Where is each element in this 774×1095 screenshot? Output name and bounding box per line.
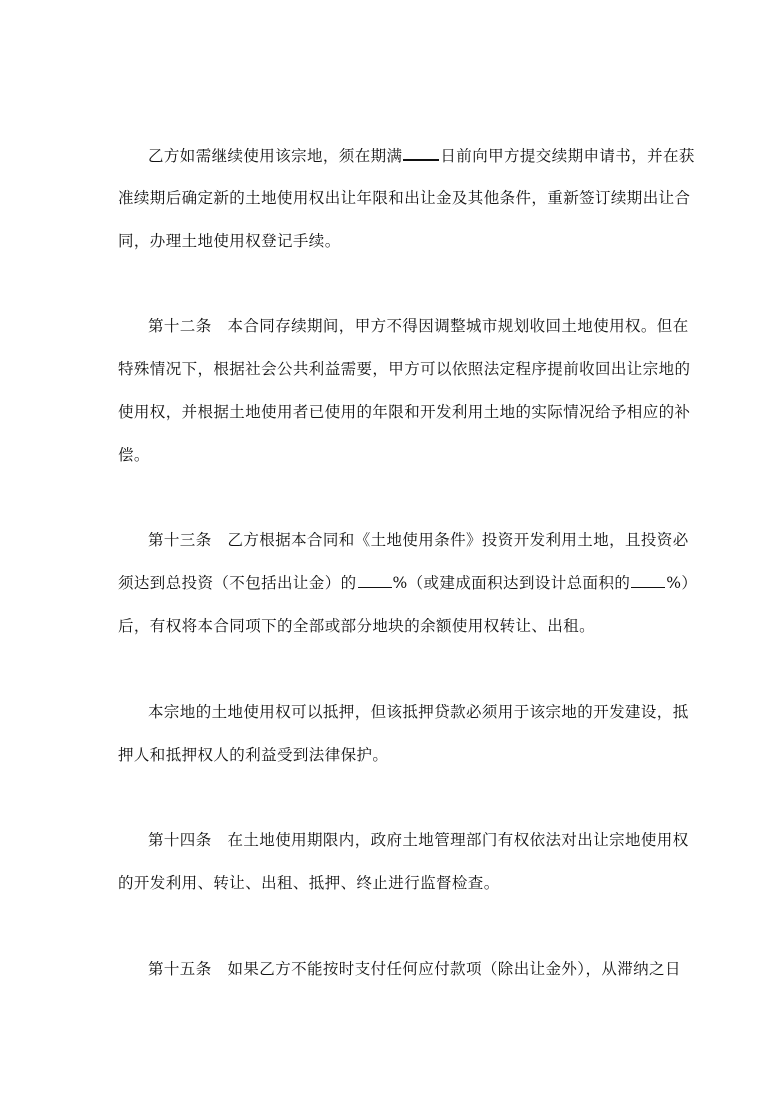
paragraph-3-text-c: %）: [666, 574, 698, 592]
paragraph-6-line-1: 第十五条 如果乙方不能按时支付任何应付款项（除出让金外），从滞纳之日: [148, 960, 681, 978]
paragraph-3-line-3: 后，有权将本合同项下的全部或部分地块的余额使用权转让、出租。: [118, 617, 596, 635]
paragraph-1-text-b: 日前向甲方提交续期申请书，并在获: [440, 147, 695, 165]
paragraph-1-line-3: 同，办理土地使用权登记手续。: [118, 232, 341, 250]
paragraph-4-line-1: 本宗地的土地使用权可以抵押，但该抵押贷款必须用于该宗地的开发建设，抵: [148, 703, 689, 721]
renewal-days-blank: [403, 145, 439, 161]
investment-percent-blank: [358, 573, 392, 588]
paragraph-3-text-b: %（或建成面积达到设计总面积的: [392, 574, 631, 592]
paragraph-3-line-2: [118, 573, 697, 593]
paragraph-2-line-2: 特殊情况下，根据社会公共利益需要，甲方可以依照法定程序提前收回出让宗地的: [118, 360, 691, 378]
paragraph-1-line-2: 准续期后确定新的土地使用权出让年限和出让金及其他条件，重新签订续期出让合: [118, 189, 691, 207]
paragraph-3-line-1: 第十三条 乙方根据本合同和《土地使用条件》投资开发利用土地，且投资必: [148, 531, 689, 549]
paragraph-4-line-2: 押人和抵押权人的利益受到法律保护。: [118, 746, 389, 764]
paragraph-5-line-2: 的开发利用、转让、出租、抵押、终止进行监督检查。: [118, 874, 500, 892]
paragraph-3-text-a: 须达到总投资（不包括出让金）的: [118, 574, 357, 592]
area-percent-blank: [631, 573, 665, 588]
paragraph-5-line-1: 第十四条 在土地使用期限内，政府土地管理部门有权依法对出让宗地使用权: [148, 831, 689, 849]
paragraph-1-text-a: 乙方如需继续使用该宗地，须在期满: [148, 147, 403, 165]
paragraph-2-line-4: 偿。: [118, 446, 150, 464]
paragraph-1-line-1: [148, 145, 695, 165]
paragraph-2-line-3: 使用权，并根据土地使用者已使用的年限和开发利用土地的实际情况给予相应的补: [118, 403, 691, 421]
paragraph-2-line-1: 第十二条 本合同存续期间，甲方不得因调整城市规划收回土地使用权。但在: [148, 317, 689, 335]
